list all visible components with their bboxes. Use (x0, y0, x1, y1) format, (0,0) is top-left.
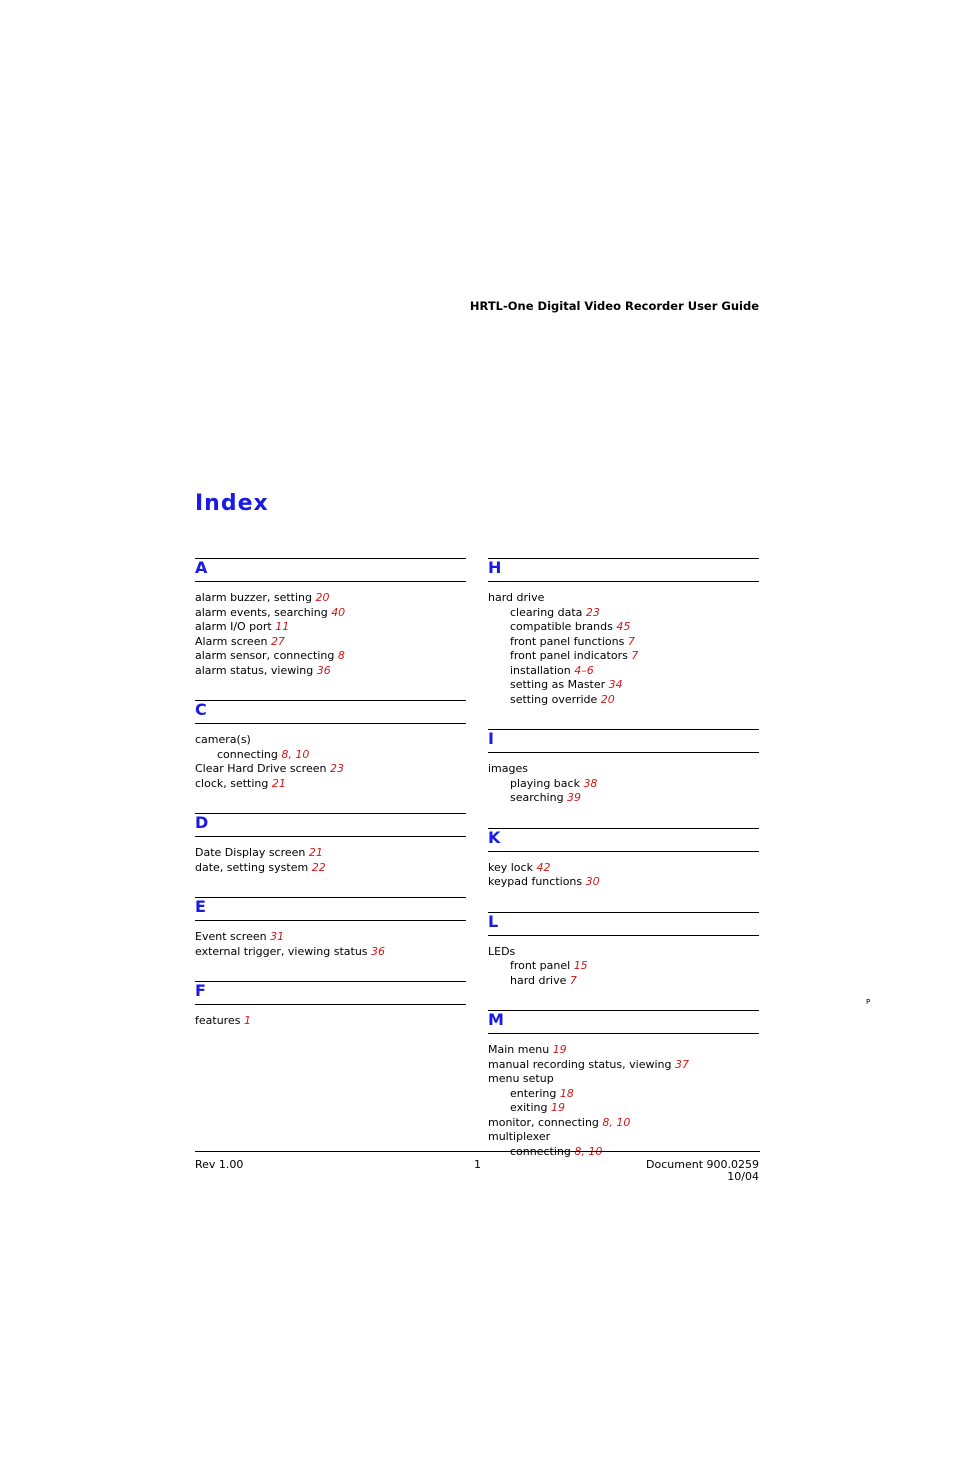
index-entry (195, 1014, 466, 1029)
footer-revision: Rev 1.00 (195, 1158, 244, 1171)
page-title: Index (195, 491, 269, 516)
entry-term: alarm sensor, connecting (195, 649, 338, 662)
entry-page-link[interactable]: 8, 10 (602, 1115, 631, 1129)
entry-page-link[interactable]: 7 (627, 634, 635, 648)
index-entry (488, 762, 759, 777)
entry-page-link[interactable]: 19 (550, 1101, 565, 1114)
index-entry (195, 930, 466, 945)
entry-term: features (195, 1014, 244, 1027)
section-header (195, 813, 466, 837)
index-section-i (488, 729, 759, 806)
index-section-f (195, 981, 466, 1029)
index-section-e (195, 897, 466, 959)
index-entry (195, 591, 466, 606)
entry-term: alarm status, viewing (195, 663, 317, 677)
section-letter: F (195, 981, 206, 1000)
index-section-m (488, 1010, 759, 1159)
entry-page-link[interactable]: 18 (559, 1086, 574, 1100)
entry-term: Alarm screen (195, 634, 271, 648)
entry-page-link[interactable]: 20 (315, 591, 330, 604)
entry-term: playing back (510, 776, 584, 790)
section-letter: H (488, 558, 502, 577)
index-entry (488, 591, 759, 606)
entry-page-link[interactable]: 34 (608, 678, 623, 691)
index-subentry (488, 974, 759, 989)
running-header: HRTL-One Digital Video Recorder User Guide (469, 299, 759, 313)
entry-term: front panel functions (510, 634, 628, 648)
index-subentry (488, 678, 759, 693)
entry-page-link[interactable]: 23 (329, 762, 344, 775)
entry-page-link[interactable]: 1 (243, 1014, 251, 1027)
entry-page-link[interactable]: 7 (631, 649, 639, 662)
index-entry (488, 1116, 759, 1131)
entry-page-link[interactable]: 20 (600, 692, 615, 706)
entry-term: external trigger, viewing status (195, 944, 372, 958)
section-header (195, 700, 466, 724)
entry-term: setting as Master (510, 678, 609, 691)
entry-term: connecting (217, 747, 282, 761)
entry-term: searching (510, 791, 568, 804)
entry-term: Event screen (195, 930, 271, 943)
entry-page-link[interactable]: 8 (337, 649, 345, 662)
entry-term: alarm events, searching (195, 605, 332, 619)
section-header (195, 897, 466, 921)
entry-page-link[interactable]: 8, 10 (281, 747, 310, 761)
index-subentry (488, 959, 759, 974)
index-column-left (195, 558, 466, 1051)
index-entry (195, 777, 466, 792)
index-entry (488, 1058, 759, 1073)
entry-page-link[interactable]: 39 (567, 791, 582, 804)
index-entry (195, 861, 466, 876)
section-header (195, 981, 466, 1005)
entry-page-link[interactable]: 31 (270, 930, 285, 943)
index-subentry (488, 1087, 759, 1102)
entry-term: setting override (510, 692, 601, 706)
index-entry (195, 664, 466, 679)
index-entry (195, 635, 466, 650)
entry-term: exiting (510, 1101, 551, 1114)
index-subentry (488, 1101, 759, 1116)
entry-term: date, setting system (195, 860, 312, 874)
section-header (488, 558, 759, 582)
entry-term: hard drive (510, 973, 570, 987)
entry-term: LEDs (488, 944, 516, 958)
entry-term: front panel (510, 959, 574, 972)
section-letter: A (195, 558, 208, 577)
footer-document-date: 10/04 (727, 1170, 759, 1183)
footer-document (646, 1159, 759, 1183)
section-letter: M (488, 1010, 504, 1029)
entry-page-link[interactable]: 38 (583, 776, 598, 790)
entry-page-link[interactable]: 27 (270, 634, 285, 648)
entry-term: Date Display screen (195, 846, 309, 859)
index-entry (488, 861, 759, 876)
index-section-a (195, 558, 466, 678)
index-subentry (488, 777, 759, 792)
index-section-h (488, 558, 759, 707)
index-subentry (488, 664, 759, 679)
index-subentry (488, 635, 759, 650)
entry-page-link[interactable]: 37 (674, 1057, 689, 1071)
entry-term: alarm I/O port (195, 620, 276, 633)
entry-term: front panel indicators (510, 649, 632, 662)
entry-page-link[interactable]: 11 (275, 620, 290, 633)
entry-page-link[interactable]: 36 (371, 944, 386, 958)
index-entry (195, 846, 466, 861)
entry-term: Main menu (488, 1043, 553, 1056)
index-subentry (488, 649, 759, 664)
entry-term: camera(s) (195, 733, 251, 746)
entry-page-link[interactable]: 42 (536, 860, 551, 874)
entry-page-link[interactable]: 40 (331, 605, 346, 619)
entry-page-link[interactable]: 30 (585, 875, 600, 888)
entry-page-link[interactable]: 4–6 (574, 663, 594, 677)
index-entry (195, 649, 466, 664)
index-subentry (195, 748, 466, 763)
index-subentry (488, 606, 759, 621)
section-header (195, 558, 466, 582)
entry-term: hard drive (488, 591, 545, 604)
entry-term: compatible brands (510, 620, 617, 633)
index-entry (195, 606, 466, 621)
entry-page-link[interactable]: 22 (311, 860, 326, 874)
entry-term: manual recording status, viewing (488, 1057, 675, 1071)
entry-page-link[interactable]: 7 (569, 973, 577, 987)
section-letter: L (488, 911, 499, 931)
edge-mark: P (866, 998, 871, 1006)
entry-page-link[interactable]: 23 (585, 605, 600, 619)
entry-term: clearing data (510, 605, 586, 619)
entry-page-link[interactable]: 15 (573, 959, 588, 972)
section-letter: K (488, 827, 501, 847)
index-subentry (488, 791, 759, 806)
section-header (488, 729, 759, 753)
entry-page-link[interactable]: 21 (271, 776, 286, 790)
section-header (488, 1010, 759, 1034)
entry-term: menu setup (488, 1072, 554, 1085)
footer-divider (195, 1151, 760, 1152)
entry-page-link[interactable]: 19 (552, 1043, 567, 1056)
index-entry (488, 945, 759, 960)
index-entry (488, 1072, 759, 1087)
entry-term: alarm buzzer, setting (195, 591, 316, 604)
entry-term: images (488, 762, 528, 775)
entry-page-link[interactable]: 8, 10 (574, 1144, 603, 1158)
index-section-l (488, 912, 759, 989)
index-section-c (195, 700, 466, 791)
index-subentry (488, 693, 759, 708)
index-subentry (488, 620, 759, 635)
index-entry (488, 1130, 759, 1145)
section-letter: I (488, 729, 494, 748)
entry-term: keypad functions (488, 875, 586, 888)
entry-page-link[interactable]: 45 (616, 620, 631, 633)
index-entry (195, 762, 466, 777)
entry-term: entering (510, 1086, 560, 1100)
entry-term: monitor, connecting (488, 1115, 603, 1129)
footer-document-number: Document 900.0259 (646, 1158, 759, 1171)
index-entry (195, 945, 466, 960)
index-column-right (488, 558, 759, 1181)
index-section-k (488, 828, 759, 890)
footer-page-number: 1 (474, 1158, 481, 1171)
section-letter: D (195, 813, 209, 832)
section-letter: E (195, 897, 206, 916)
entry-term: multiplexer (488, 1130, 551, 1143)
index-entry (488, 875, 759, 890)
entry-term: connecting (510, 1144, 575, 1158)
entry-term: Clear Hard Drive screen (195, 762, 330, 775)
entry-term: installation (510, 663, 575, 677)
index-entry (488, 1043, 759, 1058)
entry-term: clock, setting (195, 776, 272, 790)
entry-term: key lock (488, 860, 537, 874)
entry-page-link[interactable]: 21 (308, 846, 323, 859)
section-letter: C (195, 700, 207, 719)
section-header (488, 912, 759, 936)
index-entry (195, 620, 466, 635)
entry-page-link[interactable]: 36 (316, 663, 331, 677)
section-header (488, 828, 759, 852)
index-section-d (195, 813, 466, 875)
index-entry (195, 733, 466, 748)
